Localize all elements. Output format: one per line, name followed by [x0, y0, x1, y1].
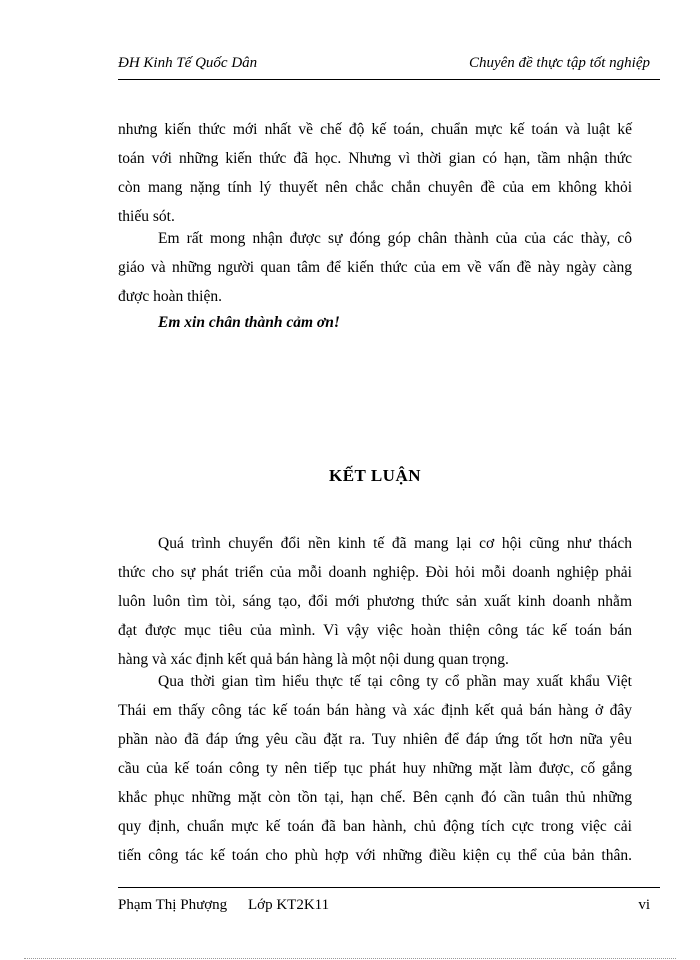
- footer-class: Lớp KT2K11: [248, 897, 330, 913]
- conclusion-paragraph-2: [118, 667, 632, 870]
- text-line: Quá trình chuyển đổi nền kinh tế đã mang lại cơ hội cũng như thách: [158, 535, 632, 552]
- text-line: đạt được mục tiêu của mình. Vì vậy việc hoàn thiện công tác kế toán bán: [118, 622, 632, 639]
- page-header: [118, 55, 660, 79]
- text-line: luôn luôn tìm tòi, sáng tạo, đổi mới phương thức sản xuất kinh doanh nhằm: [118, 593, 632, 610]
- intro-paragraph-2: [118, 224, 632, 311]
- text-line: Qua thời gian tìm hiểu thực tế tại công ty cổ phần may xuất khẩu Việt: [158, 673, 632, 690]
- footer-author: Phạm Thị Phượng: [118, 897, 228, 913]
- text-line: còn mang nặng tính lý thuyết nên chắc chắn chuyên đề của em không khỏi: [118, 179, 632, 196]
- text-line: thiếu sót.: [118, 208, 175, 225]
- text-line: toán với những kiến thức đã học. Nhưng vì thời gian có hạn, tầm nhận thức: [118, 150, 632, 167]
- text-line: quy định, chuẩn mực kế toán đã ban hành, chủ động tích cực trong việc cải: [118, 818, 632, 835]
- text-line: thức cho sự phát triển của mỗi doanh nghiệp. Đòi hỏi mỗi doanh nghiệp phải: [118, 564, 632, 581]
- text-line: Thái em thấy công tác kế toán bán hàng và xác định kết quả bán hàng ở đây: [118, 702, 632, 719]
- conclusion-paragraph-1: [118, 529, 632, 674]
- text-line: được hoàn thiện.: [118, 288, 222, 305]
- text-line: nhưng kiến thức mới nhất về chế độ kế toán, chuẩn mực kế toán và luật kế: [118, 121, 632, 138]
- text-line: hàng và xác định kết quả bán hàng là một nội dung quan trọng.: [118, 651, 509, 668]
- text-line: tiến công tác kế toán cho phù hợp với những điều kiện cụ thể của bản thân.: [118, 847, 632, 864]
- text-line: Em rất mong nhận được sự đóng góp chân thành của của các thày, cô: [158, 230, 632, 247]
- header-document-type: Chuyên đề thực tập tốt nghiệp: [468, 55, 650, 71]
- intro-paragraph-1: [118, 115, 632, 231]
- header-rule: [118, 79, 660, 80]
- header-university: ĐH Kinh Tế Quốc Dân: [118, 55, 258, 71]
- text-line: khắc phục những mặt còn tồn tại, hạn chế. Bên cạnh đó cần tuân thủ những: [118, 789, 632, 806]
- closing-thanks: Em xin chân thành cảm ơn!: [158, 314, 340, 331]
- section-heading: KẾT LUẬN: [328, 466, 421, 485]
- text-line: giáo và những người quan tâm để kiến thức của em về vấn đề này ngày càng: [118, 259, 632, 276]
- footer-page-number: vi: [638, 897, 650, 913]
- text-line: phần nào đã đáp ứng yêu cầu đặt ra. Tuy nhiên để đáp ứng tốt hơn nữa yêu: [118, 731, 632, 748]
- footer-rule: [118, 887, 660, 888]
- page-bottom-border: [24, 958, 676, 959]
- text-line: cầu của kế toán công ty nên tiếp tục phát huy những mặt làm được, cố gắng: [118, 760, 632, 777]
